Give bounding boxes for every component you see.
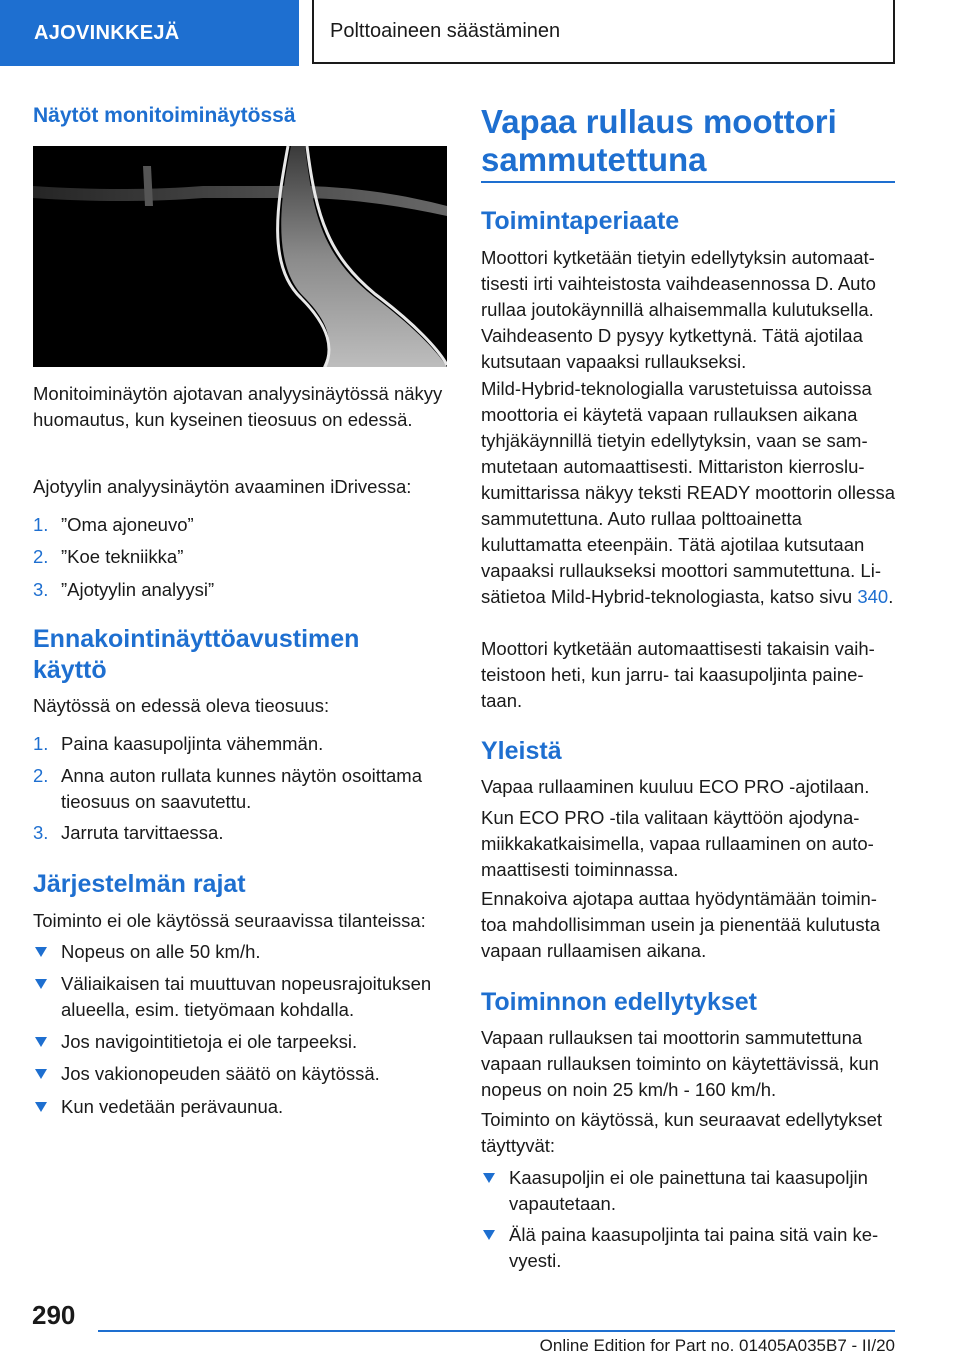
principle-text-1: Moottori kytketään tietyin edellytyksin automaattisesti irti vaihteistosta vaihdeasennossa D. Auto rullaa joutokäynnillä alhaisemmalla kulutuksella. Vaihdeasento D pysyy kytkettynä. Tätä ajotilaa kutsutaan vapaaksi rullaukseksi. <box>481 247 876 372</box>
bullet-triangle-icon <box>33 1094 61 1120</box>
principle-text-3: Moottori kytketään automaattisesti takaisin vaihteistoon heti, kun jarru- tai kaasupoljinta painetaan. <box>481 638 875 711</box>
step-number: 1. <box>33 733 49 754</box>
condition-item <box>481 1222 895 1274</box>
limit-text: Kun vedetään perävaunua. <box>61 1096 284 1117</box>
condition-text: Älä paina kaasupoljinta tai paina sitä vain kevyesti. <box>509 1224 879 1271</box>
monitor-description: Monitoiminäytön ajotavan analyysinäytössä näkyy huomautus, kun kyseinen tieosuus on edessä. <box>33 383 443 430</box>
general-text-2: Kun ECO PRO -tila valitaan käyttöön ajodynamiikkakatkaisimella, vapaa rullaaminen on automaattisesti toiminnassa. <box>481 807 874 880</box>
step-number: 3. <box>33 579 49 600</box>
title-line: sammutettuna <box>481 141 707 178</box>
limit-item <box>33 971 447 1023</box>
step-number: 1. <box>33 514 49 535</box>
footer-divider <box>98 1330 895 1332</box>
bullet-triangle-icon <box>33 1061 61 1087</box>
step-open-1 <box>33 512 447 538</box>
limit-item <box>33 939 447 965</box>
step-usage-2 <box>33 763 447 815</box>
heading-assistant-usage <box>33 624 359 686</box>
condition-item <box>481 1165 895 1217</box>
limit-text: Jos navigointitietoja ei ole tarpeeksi. <box>61 1031 358 1052</box>
heading-general: Yleistä <box>481 737 562 765</box>
step-text: Paina kaasupoljinta vähemmän. <box>61 733 324 754</box>
title-divider <box>481 181 895 183</box>
step-text: ”Ajotyylin analyysi” <box>61 579 215 600</box>
step-open-3 <box>33 577 447 603</box>
bullet-triangle-icon <box>33 971 61 1023</box>
general-text-1: Vapaa rullaaminen kuuluu ECO PRO -ajotilaan. <box>481 776 870 797</box>
step-usage-3 <box>33 820 447 846</box>
limit-item <box>33 1029 447 1055</box>
heading-conditions: Toiminnon edellytykset <box>481 988 757 1016</box>
conditions-text-1: Vapaan rullauksen tai moottorin sammutettuna vapaan rullauksen toiminto on käytettävissä, kun nopeus on noin 25 km/h - 160 km/h. <box>481 1027 879 1100</box>
heading-principle: Toimintaperiaate <box>481 207 680 235</box>
chapter-title <box>481 103 837 179</box>
heading-monitor-displays: Näytöt monitoiminäytössä <box>33 104 296 127</box>
conditions-text-2: Toiminto on käytössä, kun seuraavat edellytykset täyttyvät: <box>481 1109 883 1156</box>
heading-line: käyttö <box>33 656 107 684</box>
step-text: ”Oma ajoneuvo” <box>61 514 194 535</box>
principle-text-2-body: Mild-Hybrid-teknologialla varustetuissa autoissa moottoria ei käytetä vapaan rullauksen aikana tyhjäkäynnillä tietyin edellytyksin, vaan se sammutetaan automaattisesti. Mittariston kierroslukumittarissa näkyy teksti READY moottorin ollessa sammutettuna. Auto rullaa polttoainetta kuluttamatta eteenpäin. Tätä ajotilaa kutsutaan vapaaksi rullaukseksi moottori sammutettuna. Lisätietoa Mild-Hybrid-teknologiasta, katso sivu <box>481 378 896 607</box>
section-tab[interactable]: AJOVINKKEJÄ <box>0 0 299 66</box>
title-line: Vapaa rullaus moottori <box>481 103 837 140</box>
step-number: 2. <box>33 546 49 567</box>
page-number: 290 <box>32 1300 76 1330</box>
limit-item <box>33 1061 447 1087</box>
limits-intro: Toiminto ei ole käytössä seuraavissa tilanteissa: <box>33 910 426 931</box>
bullet-triangle-icon <box>33 939 61 965</box>
usage-intro: Näytössä on edessä oleva tieosuus: <box>33 695 330 716</box>
condition-text: Kaasupoljin ei ole painettuna tai kaasupoljin vapautetaan. <box>509 1167 868 1214</box>
page-header <box>0 0 960 66</box>
limit-text: Väliaikaisen tai muuttuvan nopeusrajoituksen alueella, esim. tietyömaan kohdalla. <box>61 973 432 1020</box>
step-text: Anna auton rullata kunnes näytön osoittama tieosuus on saavutettu. <box>61 765 422 812</box>
road-curve-illustration <box>33 146 447 367</box>
step-number: 2. <box>33 765 49 786</box>
step-open-2 <box>33 544 447 570</box>
step-number: 3. <box>33 822 49 843</box>
principle-text-2: Mild-Hybrid-teknologialla varustetuissa autoissa moottoria ei käytetä vapaan rullauksen aikana tyhjäkäynnillä tietyin edellytyksin, vaan se sammutetaan automaattisesti. Mittariston kierroslukumittarissa näkyy teksti READY moottorin ollessa sammutettuna. Auto rullaa polttoainetta kuluttamatta eteenpäin. Tätä ajotilaa kutsutaan vapaaksi rullaukseksi moottori sammutettuna. Lisätietoa Mild-Hybrid-teknologiasta, katso sivu 340. <box>481 378 896 607</box>
bullet-triangle-icon <box>33 1029 61 1055</box>
heading-line: Ennakointinäyttöavustimen <box>33 625 360 653</box>
limit-text: Jos vakionopeuden säätö on käytössä. <box>61 1063 380 1084</box>
general-text-3: Ennakoiva ajotapa auttaa hyödyntämään toimintoa mahdollisimman usein ja pienentää kulutusta vapaan rullaamisen aikana. <box>481 888 881 961</box>
bullet-triangle-icon <box>481 1222 509 1274</box>
step-text: ”Koe tekniikka” <box>61 546 184 567</box>
heading-system-limits: Järjestelmän rajat <box>33 870 246 898</box>
open-instructions: Ajotyylin analyysinäytön avaaminen iDrivessa: <box>33 476 412 497</box>
step-usage-1 <box>33 731 447 757</box>
road-curve-graphic <box>33 146 447 367</box>
topic-title: Polttoaineen säästäminen <box>312 0 895 64</box>
edition-info: Online Edition for Part no. 01405A035B7 - II/20 <box>539 1336 895 1355</box>
page-link[interactable]: 340 <box>857 586 889 607</box>
limit-item <box>33 1094 447 1120</box>
step-text: Jarruta tarvittaessa. <box>61 822 224 843</box>
bullet-triangle-icon <box>481 1165 509 1217</box>
limit-text: Nopeus on alle 50 km/h. <box>61 941 261 962</box>
